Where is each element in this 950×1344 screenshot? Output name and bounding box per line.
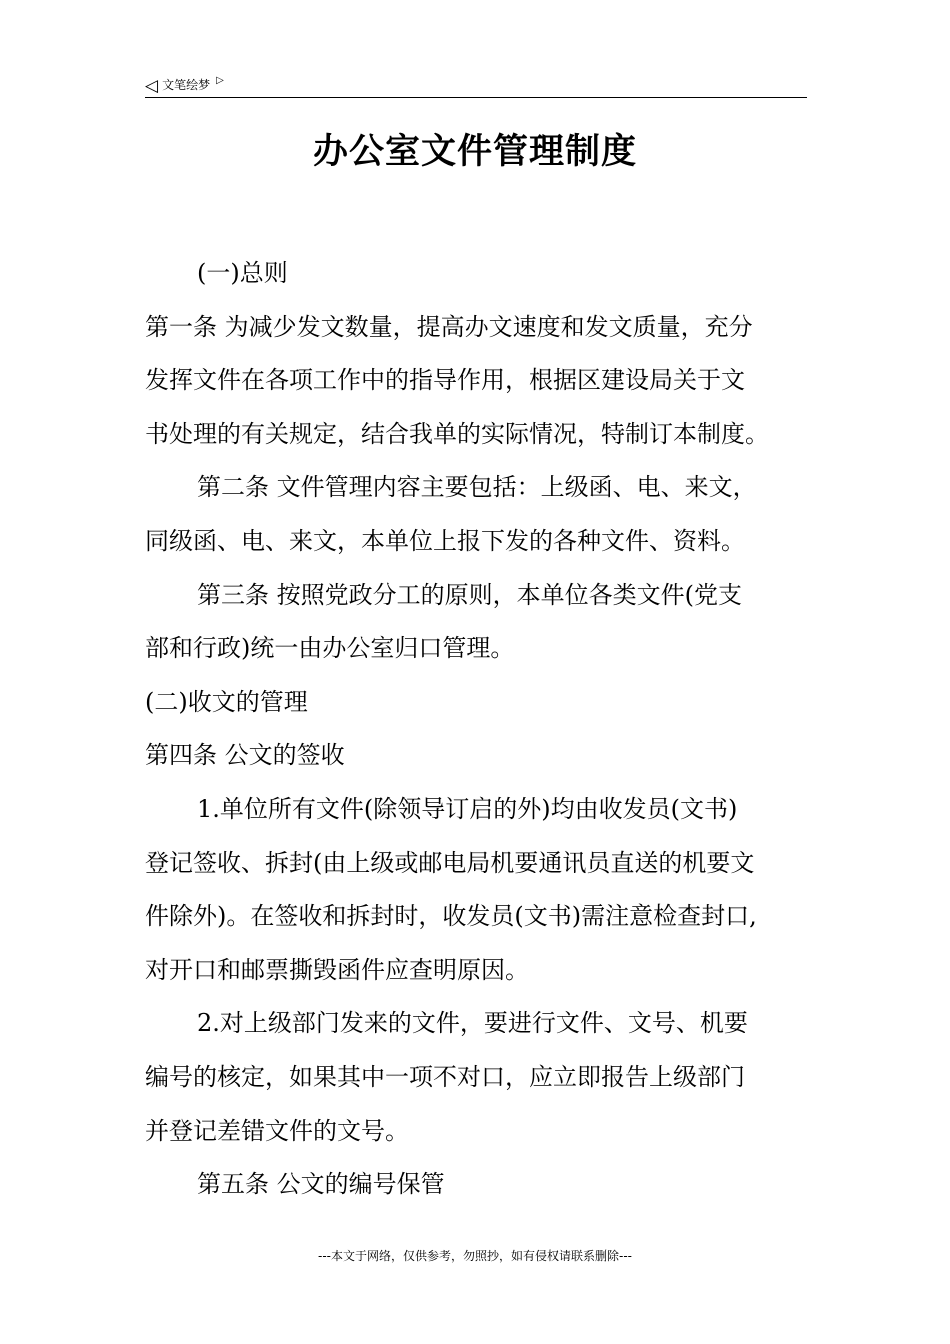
paragraph-line: 件除外)。在签收和拆封时，收发员(文书)需注意检查封口, [145, 902, 757, 931]
page-header [145, 74, 807, 98]
paragraph-line: 第五条 公文的编号保管 [197, 1170, 445, 1199]
paragraph-line: 部和行政)统一由办公室归口管理。 [145, 634, 515, 663]
paragraph-line: 书处理的有关规定，结合我单的实际情况，特制订本制度。 [145, 419, 769, 448]
paragraph-line: 第四条 公文的签收 [145, 741, 345, 770]
section-heading: (一)总则 [197, 259, 288, 287]
document-title: 办公室文件管理制度 [312, 131, 637, 172]
page-footer: ---本文于网络，仅供参考，勿照抄，如有侵权请联系删除--- [318, 1249, 632, 1263]
document-body [145, 247, 817, 1212]
paragraph-line: 第一条 为减少发文数量，提高办文速度和发文质量，充分 [145, 312, 753, 341]
header-divider [145, 97, 807, 98]
paragraph-line: 登记签收、拆封(由上级或邮电局机要通讯员直送的机要文 [145, 848, 755, 877]
paragraph-line: 对开口和邮票撕毁函件应查明原因。 [145, 955, 529, 984]
header-label: 文笔绘梦 [162, 78, 211, 92]
paragraph-line: 编号的核定，如果其中一项不对口，应立即报告上级部门 [145, 1062, 745, 1091]
paragraph-line: 第二条 文件管理内容主要包括：上级函、电、来文， [197, 473, 757, 502]
paragraph-line: 2.对上级部门发来的文件，要进行文件、文号、机要 [197, 1009, 748, 1038]
paragraph-line: 第三条 按照党政分工的原则，本单位各类文件(党支 [197, 580, 742, 609]
paragraph-line: 并登记差错文件的文号。 [145, 1116, 409, 1145]
paragraph-line: 同级函、电、来文，本单位上报下发的各种文件、资料。 [145, 526, 745, 555]
triangle-right-icon: ▷ [216, 75, 224, 86]
paragraph-line: 发挥文件在各项工作中的指导作用，根据区建设局关于文 [145, 366, 745, 395]
triangle-left-icon: ◁ [145, 75, 159, 96]
section-heading: (二)收文的管理 [145, 687, 308, 716]
paragraph-line: 1.单位所有文件(除领导订启的外)均由收发员(文书) [197, 794, 738, 823]
